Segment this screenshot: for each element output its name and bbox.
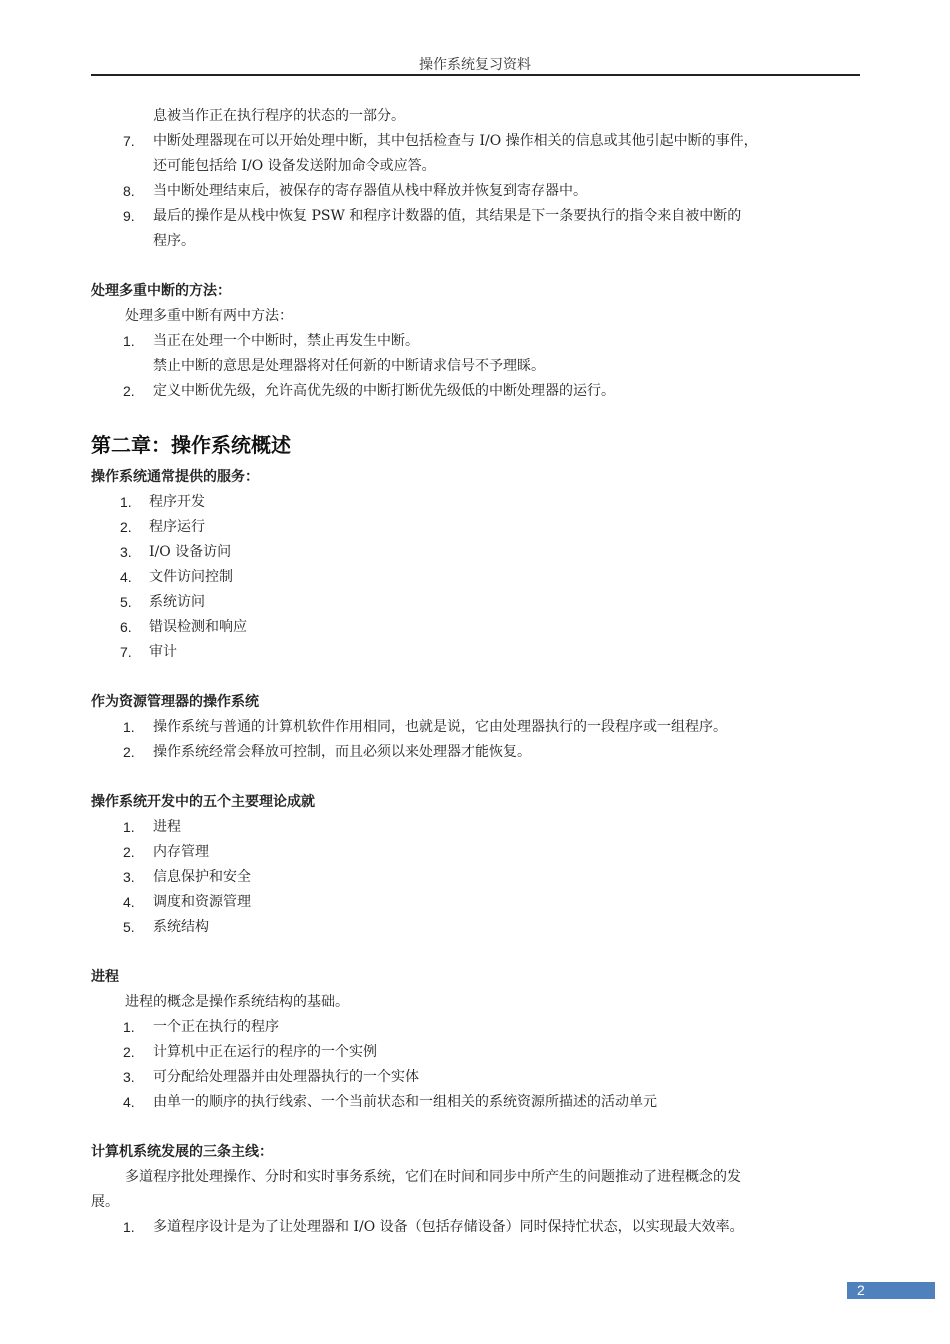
intro-text: 多道程序批处理操作、分时和实时事务系统，它们在时间和同步中所产生的问题推动了进程概念的发 bbox=[125, 1169, 741, 1185]
list-item-number: 2. bbox=[120, 519, 132, 535]
spacer bbox=[91, 940, 861, 965]
list-item-text: 信息保护和安全 bbox=[153, 869, 251, 885]
list-item bbox=[91, 715, 861, 740]
list-item bbox=[91, 590, 861, 615]
list-item bbox=[91, 154, 861, 179]
list-item bbox=[91, 490, 861, 515]
chapter-title: 第二章：操作系统概述 bbox=[91, 433, 291, 457]
list-item-number: 1. bbox=[123, 1019, 135, 1035]
list-item-text: 计算机中正在运行的程序的一个实例 bbox=[153, 1044, 377, 1060]
spacer bbox=[91, 1115, 861, 1140]
list-item bbox=[91, 379, 861, 404]
list-item bbox=[91, 129, 861, 154]
section-heading-resource-manager: 作为资源管理器的操作系统 bbox=[91, 694, 259, 710]
list-item bbox=[91, 840, 861, 865]
spacer bbox=[91, 404, 861, 429]
list-item bbox=[91, 1215, 861, 1240]
list-item bbox=[91, 615, 861, 640]
list-item bbox=[91, 329, 861, 354]
list-item-number: 1. bbox=[120, 494, 132, 510]
list-item-text: 息被当作正在执行程序的状态的一部分。 bbox=[153, 108, 405, 124]
list-item-text: I/O 设备访问 bbox=[149, 544, 232, 560]
list-item-text: 还可能包括给 I/O 设备发送附加命令或应答。 bbox=[153, 158, 436, 174]
list-item-number: 2. bbox=[123, 844, 135, 860]
list-item-text: 文件访问控制 bbox=[149, 569, 233, 585]
page-number-badge bbox=[847, 1282, 935, 1299]
section-intro bbox=[91, 1165, 861, 1190]
list-item-text: 可分配给处理器并由处理器执行的一个实体 bbox=[153, 1069, 419, 1085]
list-item-number: 3. bbox=[123, 869, 135, 885]
list-item-text: 进程 bbox=[153, 819, 181, 835]
list-item-number: 4. bbox=[123, 1094, 135, 1110]
list-item-text: 系统结构 bbox=[153, 919, 209, 935]
header-rule bbox=[91, 74, 860, 76]
list-item-number: 1. bbox=[123, 719, 135, 735]
intro-text: 进程的概念是操作系统结构的基础。 bbox=[125, 994, 349, 1010]
list-item bbox=[91, 565, 861, 590]
intro-text: 处理多重中断有两中方法： bbox=[125, 308, 293, 324]
list-item-number: 2. bbox=[123, 744, 135, 760]
list-item-text: 程序开发 bbox=[149, 494, 205, 510]
list-item bbox=[91, 104, 861, 129]
list-item-number: 5. bbox=[120, 594, 132, 610]
list-item bbox=[91, 229, 861, 254]
list-item-number: 1. bbox=[123, 333, 135, 349]
list-item-text: 当正在处理一个中断时，禁止再发生中断。 bbox=[153, 333, 419, 349]
list-item-text: 操作系统经常会释放可控制，而且必须以来处理器才能恢复。 bbox=[153, 744, 531, 760]
list-item-number: 7. bbox=[120, 644, 132, 660]
list-item-text: 最后的操作是从栈中恢复 PSW 和程序计数器的值，其结果是下一条要执行的指令来自被中断的 bbox=[153, 208, 742, 224]
list-item bbox=[91, 1065, 861, 1090]
list-item bbox=[91, 890, 861, 915]
list-item-text: 一个正在执行的程序 bbox=[153, 1019, 279, 1035]
list-item-text: 操作系统与普通的计算机软件作用相同，也就是说，它由处理器执行的一段程序或一组程序。 bbox=[153, 719, 727, 735]
list-item bbox=[91, 740, 861, 765]
list-item-number: 8. bbox=[123, 183, 135, 199]
list-item-text: 内存管理 bbox=[153, 844, 209, 860]
section-heading-threads: 计算机系统发展的三条主线： bbox=[91, 1144, 273, 1160]
list-item bbox=[91, 915, 861, 940]
section-heading-process: 进程 bbox=[91, 969, 119, 985]
section-heading-multi-interrupt: 处理多重中断的方法： bbox=[91, 283, 231, 299]
list-item-subtext bbox=[91, 354, 861, 379]
list-item bbox=[91, 1090, 861, 1115]
section-intro bbox=[91, 304, 861, 329]
list-item-number: 1. bbox=[123, 819, 135, 835]
list-item-text: 程序运行 bbox=[149, 519, 205, 535]
list-item-number: 3. bbox=[123, 1069, 135, 1085]
list-item-text: 审计 bbox=[149, 644, 177, 660]
list-item-text: 由单一的顺序的执行线索、一个当前状态和一组相关的系统资源所描述的活动单元 bbox=[153, 1094, 657, 1110]
list-item bbox=[91, 515, 861, 540]
list-item-number: 4. bbox=[123, 894, 135, 910]
list-item-number: 7. bbox=[123, 133, 135, 149]
list-item-subtext-text: 禁止中断的意思是处理器将对任何新的中断请求信号不予理睬。 bbox=[153, 358, 545, 374]
list-item-text: 错误检测和响应 bbox=[149, 619, 247, 635]
intro-text-continuation: 展。 bbox=[91, 1194, 119, 1210]
list-item-text: 定义中断优先级，允许高优先级的中断打断优先级低的中断处理器的运行。 bbox=[153, 383, 615, 399]
spacer bbox=[91, 254, 861, 279]
list-item-number: 9. bbox=[123, 208, 135, 224]
spacer bbox=[91, 665, 861, 690]
list-item-text: 调度和资源管理 bbox=[153, 894, 251, 910]
section-intro bbox=[91, 990, 861, 1015]
list-item-text: 中断处理器现在可以开始处理中断，其中包括检查与 I/O 操作相关的信息或其他引起中断的事件， bbox=[153, 133, 758, 149]
list-item bbox=[91, 540, 861, 565]
list-item-text: 当中断处理结束后，被保存的寄存器值从栈中释放并恢复到寄存器中。 bbox=[153, 183, 587, 199]
list-item-number: 1. bbox=[123, 1219, 135, 1235]
list-item bbox=[91, 640, 861, 665]
list-item-number: 2. bbox=[123, 1044, 135, 1060]
page-header-title: 操作系统复习资料 bbox=[419, 57, 531, 73]
section-intro-continuation bbox=[91, 1190, 861, 1215]
list-item bbox=[91, 204, 861, 229]
list-item-number: 6. bbox=[120, 619, 132, 635]
list-item bbox=[91, 1015, 861, 1040]
list-item bbox=[91, 865, 861, 890]
list-item bbox=[91, 179, 861, 204]
section-heading-services: 操作系统通常提供的服务： bbox=[91, 469, 259, 485]
list-item-text: 系统访问 bbox=[149, 594, 205, 610]
list-item-text: 程序。 bbox=[153, 233, 195, 249]
spacer bbox=[91, 765, 861, 790]
list-item bbox=[91, 1040, 861, 1065]
page-number: 2 bbox=[857, 1282, 865, 1298]
list-item bbox=[91, 815, 861, 840]
list-item-number: 4. bbox=[120, 569, 132, 585]
list-item-number: 3. bbox=[120, 544, 132, 560]
list-item-number: 2. bbox=[123, 383, 135, 399]
list-item-number: 5. bbox=[123, 919, 135, 935]
document-body bbox=[91, 104, 861, 1240]
list-item-text: 多道程序设计是为了让处理器和 I/O 设备（包括存储设备）同时保持忙状态，以实现最大效率。 bbox=[153, 1219, 744, 1235]
section-heading-achievements: 操作系统开发中的五个主要理论成就 bbox=[91, 794, 315, 810]
